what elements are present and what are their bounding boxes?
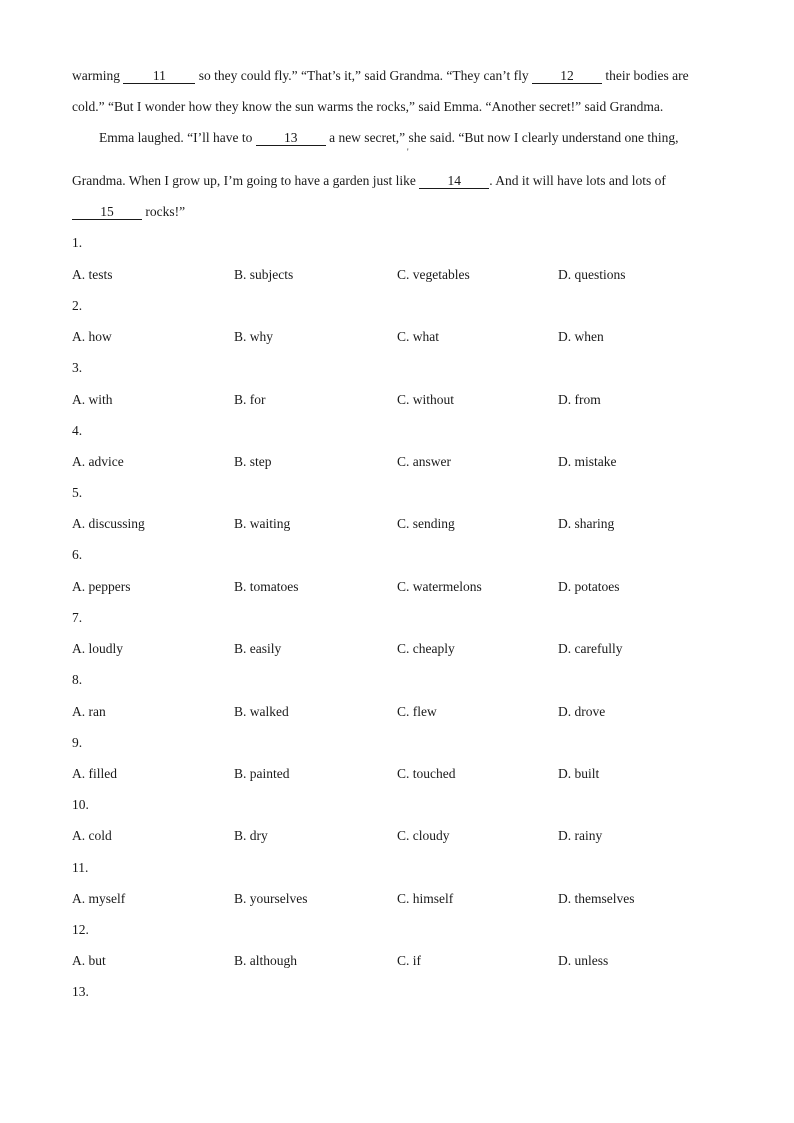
option-b: B. easily <box>234 641 282 656</box>
option-a: A. cold <box>72 828 112 843</box>
option-b: B. yourselves <box>234 891 308 906</box>
option-b: B. painted <box>234 766 290 781</box>
option-c: C. flew <box>397 704 437 719</box>
question-number: 7. <box>72 610 83 625</box>
option-b: B. subjects <box>234 267 294 282</box>
passage-line-2: cold.” “But I wonder how they know the sun warms the rocks,” said Emma. “Another secret!” said Grandma. <box>72 99 664 114</box>
option-b: B. step <box>234 454 272 469</box>
passage-line-1 <box>72 67 689 85</box>
option-a: A. tests <box>72 267 113 282</box>
option-c: C. vegetables <box>397 267 470 282</box>
passage-line-5 <box>72 203 185 221</box>
option-b: B. tomatoes <box>234 579 299 594</box>
passage-text: so they could fly.” “That’s it,” said Grandma. “They can’t fly <box>195 68 533 83</box>
option-a: A. with <box>72 392 113 407</box>
passage-line-4 <box>72 172 666 190</box>
question-number: 9. <box>72 735 83 750</box>
option-a: A. filled <box>72 766 117 781</box>
option-c: C. cloudy <box>397 828 450 843</box>
passage-text: Emma laughed. “I’ll have to <box>99 130 256 145</box>
option-d: D. rainy <box>558 828 603 843</box>
option-d: D. unless <box>558 953 609 968</box>
question-number: 10. <box>72 797 89 812</box>
passage-text: . And it will have lots and lots of <box>489 173 666 188</box>
option-d: D. built <box>558 766 600 781</box>
option-d: D. sharing <box>558 516 615 531</box>
option-a: A. loudly <box>72 641 124 656</box>
option-b: B. although <box>234 953 297 968</box>
question-number: 1. <box>72 235 83 250</box>
option-d: D. themselves <box>558 891 635 906</box>
question-number: 11. <box>72 860 89 875</box>
blank-13: 13 <box>256 130 326 146</box>
passage-text: a new secret,” she said. “But now I clearly understand one thing, <box>325 130 679 145</box>
question-number: 13. <box>72 984 89 999</box>
option-a: A. ran <box>72 704 106 719</box>
passage-text: Grandma. When I grow up, I’m going to have a garden just like <box>72 173 420 188</box>
question-number: 2. <box>72 298 83 313</box>
passage-line-3 <box>99 129 678 147</box>
option-b: B. for <box>234 392 266 407</box>
option-d: D. from <box>558 392 601 407</box>
option-c: C. if <box>397 953 422 968</box>
option-a: A. myself <box>72 891 126 906</box>
option-a: A. but <box>72 953 106 968</box>
blank-14: 14 <box>419 173 489 189</box>
option-c: C. watermelons <box>397 579 482 594</box>
option-d: D. mistake <box>558 454 617 469</box>
stray-mark: ' <box>407 147 409 157</box>
blank-15: 15 <box>72 204 142 220</box>
question-number: 5. <box>72 485 83 500</box>
option-c: C. touched <box>397 766 456 781</box>
blank-12: 12 <box>532 68 602 84</box>
option-d: D. carefully <box>558 641 623 656</box>
option-c: C. what <box>397 329 439 344</box>
option-b: B. walked <box>234 704 289 719</box>
option-c: C. without <box>397 392 455 407</box>
question-number: 8. <box>72 672 83 687</box>
option-b: B. waiting <box>234 516 291 531</box>
option-a: A. discussing <box>72 516 145 531</box>
option-a: A. peppers <box>72 579 131 594</box>
option-d: D. when <box>558 329 604 344</box>
option-c: C. sending <box>397 516 455 531</box>
option-c: C. cheaply <box>397 641 455 656</box>
option-d: D. questions <box>558 267 626 282</box>
option-a: A. advice <box>72 454 124 469</box>
passage-text: their bodies are <box>602 68 689 83</box>
question-number: 12. <box>72 922 89 937</box>
blank-11: 11 <box>123 68 195 84</box>
passage-text: rocks!” <box>142 204 186 219</box>
option-a: A. how <box>72 329 112 344</box>
option-c: C. answer <box>397 454 451 469</box>
option-b: B. dry <box>234 828 268 843</box>
passage-text: warming <box>72 68 124 83</box>
option-b: B. why <box>234 329 274 344</box>
question-number: 4. <box>72 423 83 438</box>
option-d: D. drove <box>558 704 606 719</box>
question-number: 3. <box>72 360 83 375</box>
question-number: 6. <box>72 547 83 562</box>
option-d: D. potatoes <box>558 579 620 594</box>
option-c: C. himself <box>397 891 454 906</box>
